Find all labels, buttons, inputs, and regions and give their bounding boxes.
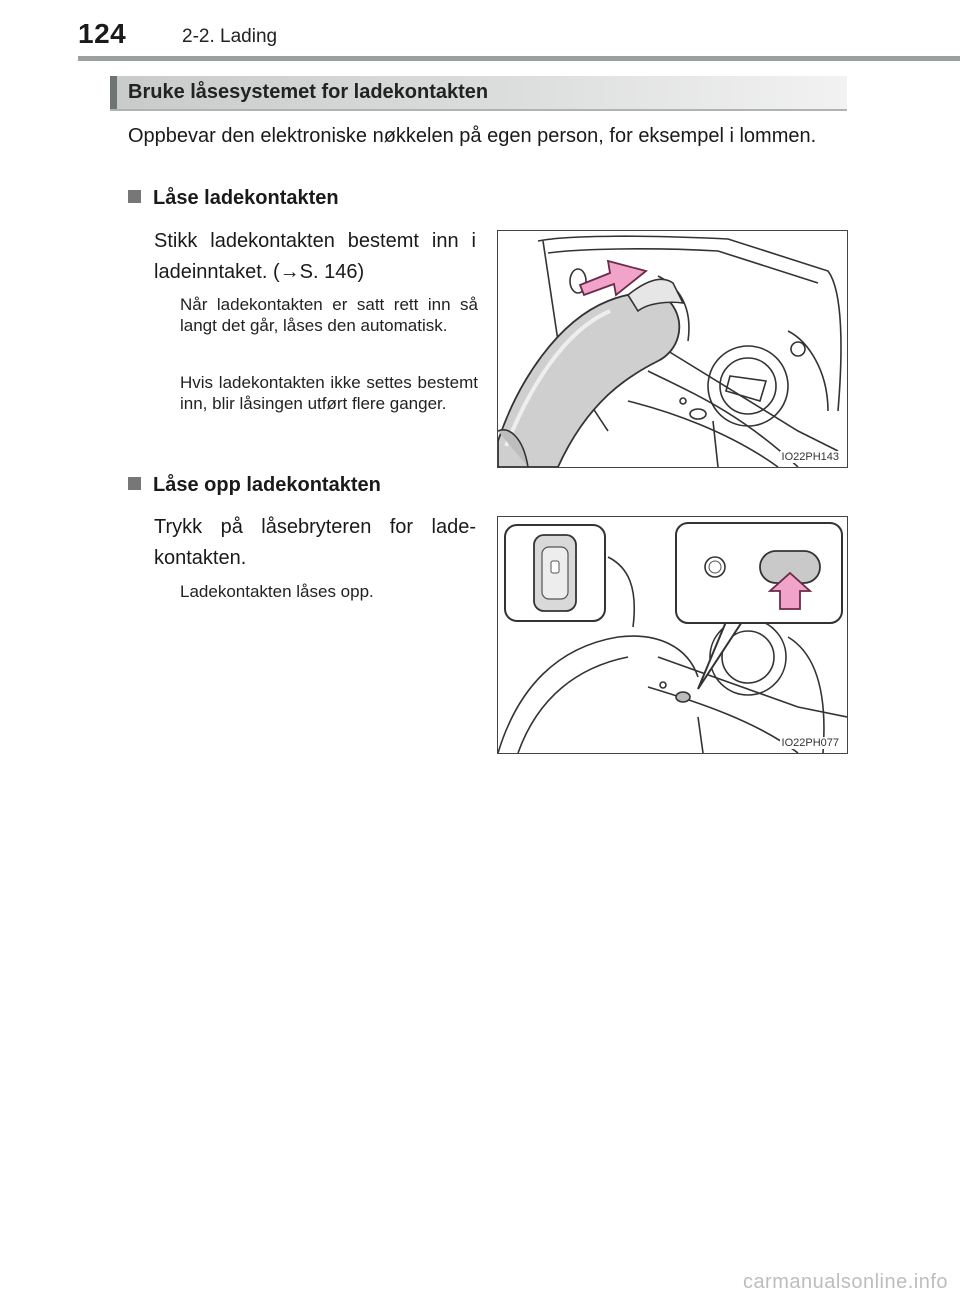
subheading-unlock-text: Låse opp ladekontakten	[153, 474, 381, 496]
intro-paragraph: Oppbevar den elektroniske nøkkelen på egen person, for eksempel i lommen.	[128, 125, 817, 147]
section-title: Bruke låsesystemet for ladekontakten	[128, 81, 489, 103]
lock-step-text	[154, 226, 476, 288]
figure-code: IO22PH143	[781, 451, 839, 463]
lock-step-main: Stikk ladekontakten bestemt inn i ladeinntaket. (	[154, 230, 476, 283]
square-bullet-icon	[128, 190, 141, 203]
square-bullet-icon	[128, 477, 141, 490]
header-rule	[78, 56, 960, 61]
subheading-lock-text: Låse ladekontakten	[153, 187, 339, 209]
subheading-lock	[128, 187, 339, 210]
unlock-step-text: Trykk på låsebryteren for lade-kontakten.	[154, 516, 476, 569]
figure-code: IO22PH077	[781, 737, 839, 749]
section-reference: 2-2. Lading	[182, 26, 278, 47]
arrow-right-icon: →	[279, 261, 300, 283]
lock-switch-illustration	[498, 517, 847, 753]
page-reference-link[interactable]: S. 146)	[299, 261, 365, 283]
section-banner	[110, 76, 847, 111]
lock-note-1: Når ladekontakten er satt rett inn så langt det går, låses den automatisk.	[180, 295, 478, 335]
unlock-note-1: Ladekontakten låses opp.	[180, 582, 374, 601]
charging-connector-illustration	[498, 231, 847, 467]
figure-unlock-switch	[497, 516, 848, 754]
subheading-unlock	[128, 474, 381, 497]
lock-note-2: Hvis ladekontakten ikke settes bestemt inn, blir låsingen utført flere ganger.	[180, 373, 478, 413]
figure-lock-connector	[497, 230, 848, 468]
watermark: carmanualsonline.info	[742, 1271, 948, 1293]
banner-accent-bar	[110, 76, 117, 109]
page-number: 124	[78, 18, 127, 49]
